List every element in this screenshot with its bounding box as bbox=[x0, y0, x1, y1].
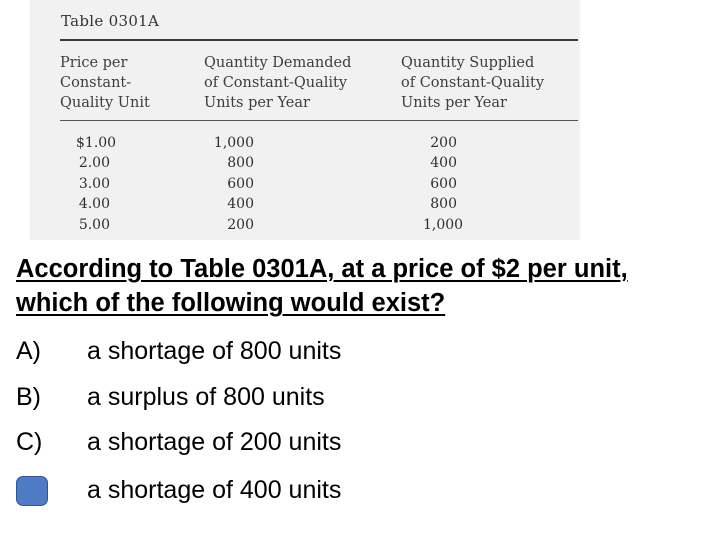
option-text: a shortage of 400 units bbox=[87, 476, 342, 504]
table-cell: 1,000 bbox=[213, 135, 254, 151]
question-stem bbox=[16, 252, 706, 320]
question-line-1: According to Table 0301A, at a price of $2 per unit, bbox=[16, 255, 628, 283]
table-top-rule bbox=[60, 39, 578, 41]
question-line-2: which of the following would exist? bbox=[16, 289, 446, 317]
table-cell: 400 bbox=[227, 196, 254, 213]
header-quantity-supplied: Quantity Supplied of Constant-Quality Units per Year bbox=[401, 55, 545, 111]
question-block bbox=[16, 252, 706, 504]
table-header-rule bbox=[60, 120, 578, 121]
option-letter: A) bbox=[16, 337, 41, 365]
option-text: a shortage of 200 units bbox=[87, 428, 342, 456]
table-cell: 600 bbox=[227, 175, 254, 192]
table-cell: 1,000 bbox=[423, 216, 464, 233]
table-cell: 800 bbox=[227, 155, 254, 172]
option-text: a surplus of 800 units bbox=[87, 383, 325, 411]
price-column bbox=[76, 133, 117, 235]
table-cell: 400 bbox=[430, 155, 457, 172]
answer-marker-icon bbox=[16, 476, 48, 506]
table-title: Table 0301A bbox=[61, 12, 160, 30]
table-cell: 800 bbox=[430, 196, 457, 213]
table-cell: 2.00 bbox=[78, 155, 110, 172]
header-quantity-demanded: Quantity Demanded of Constant-Quality Units per Year bbox=[204, 55, 352, 111]
table-cell: 600 bbox=[430, 175, 457, 192]
header-price: Price per Constant- Quality Unit bbox=[60, 55, 150, 111]
table-cell: 3.00 bbox=[78, 175, 110, 192]
table-cell: 4.00 bbox=[78, 196, 110, 213]
table-cell: $1.00 bbox=[76, 135, 117, 151]
table-cell: 200 bbox=[430, 135, 457, 151]
option-letter: B) bbox=[16, 383, 41, 411]
table-cell: 200 bbox=[227, 216, 254, 233]
table-scan bbox=[30, 0, 580, 240]
supply-column bbox=[423, 133, 464, 235]
table-cell: 5.00 bbox=[78, 216, 110, 233]
option-text: a shortage of 800 units bbox=[87, 337, 342, 365]
option-letter: C) bbox=[16, 428, 43, 456]
demand-column bbox=[210, 133, 254, 235]
